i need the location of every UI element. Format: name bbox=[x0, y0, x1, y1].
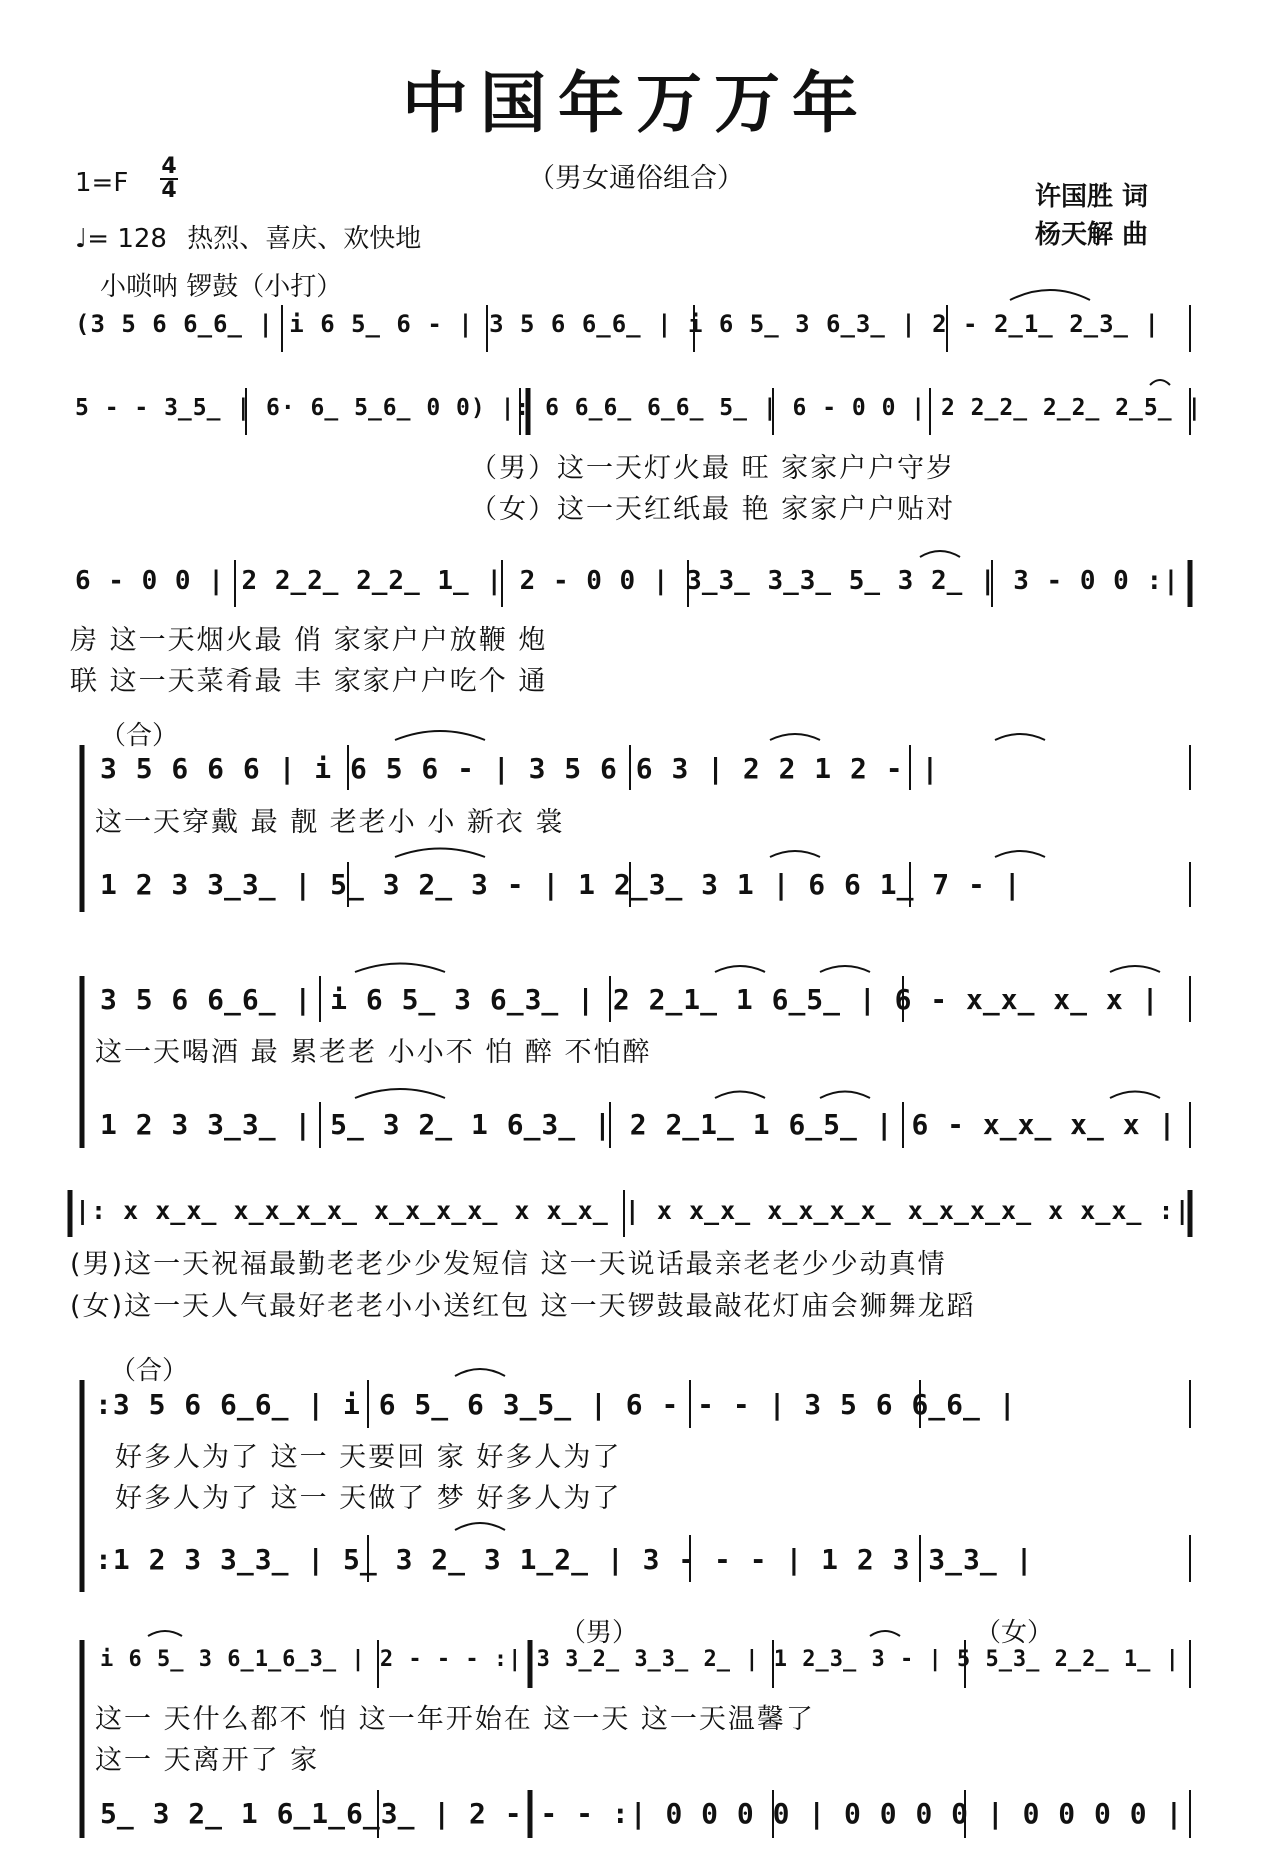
lyricist-credit: 许国胜 词 bbox=[1035, 182, 1149, 212]
notation-row-5-lower: 1 2 3 3̲3̲ | 5̲ 3 2̲ 1 6̲3̲ | 2 2̲1̲ 1 6̲5̲ | 6 - x̲x̲ x̲ x | bbox=[100, 1108, 1177, 1141]
notation-row-2: 5 - - 3̲5̲ | 6· 6̲ 5̲6̲ 0 0) |: 6 6̲6̲ 6̲6̲ 5̲ | 6 - 0 0 | 2 2̲2̲ 2̲2̲ 2̲5̲ | bbox=[75, 395, 1203, 421]
notation-row-6: |: x x̲x̲ x̲x̲x̲x̲ x̲x̲x̲x̲ x x̲x̲ | x x̲x̲ x̲x̲x̲x̲ x̲x̲x̲x̲ x x̲x̲ :| bbox=[75, 1196, 1191, 1225]
notation-row-1: (3 5 6 6̲6̲ | i 6 5̲ 6 - | 3 5 6 6̲6̲ | i 6 5̲ 3 6̲3̲ | 2 - 2̲1̲ 2̲3̲ | bbox=[75, 310, 1160, 338]
lyric-row-7-line-1: 好多人为了 这一 天要回 家 好多人为了 bbox=[115, 1442, 622, 1473]
lyric-row-8-line-1: 这一 天什么都不 怕 这一年开始在 这一天 这一天温馨了 bbox=[95, 1704, 815, 1735]
mood-marking: 热烈、喜庆、欢快地 bbox=[187, 224, 422, 254]
section-label-female: （女） bbox=[975, 1618, 1054, 1648]
notation-row-3: 6 - 0 0 | 2 2̲2̲ 2̲2̲ 1̲ | 2 - 0 0 | 3̲3̲ 3̲3̲ 5̲ 3 2̲ | 3 - 0 0 :| bbox=[75, 566, 1180, 596]
subtitle: （男女通俗组合） bbox=[528, 163, 744, 194]
notation-row-8-lower: 5̲ 3 2̲ 1 6̲1̲6̲3̲ | 2 - - - :| 0 0 0 0 | 0 0 0 0 | 0 0 0 0 | bbox=[100, 1797, 1184, 1830]
section-label-male: （男） bbox=[560, 1618, 639, 1648]
notation-row-7-upper: :3 5 6 6̲6̲ | i 6 5̲ 6 3̲5̲ | 6 - - - | 3 5 6 6̲6̲ | bbox=[95, 1388, 1017, 1421]
notation-row-5-upper: 3 5 6 6̲6̲ | i 6 5̲ 3 6̲3̲ | 2 2̲1̲ 1 6̲5̲ | 6 - x̲x̲ x̲ x | bbox=[100, 983, 1160, 1016]
lyric-row-2-line-1: （男）这一天灯火最 旺 家家户户守岁 bbox=[470, 453, 956, 484]
notation-row-4-upper: 3 5 6 6 6 | i 6 5 6 - | 3 5 6 6 3 | 2 2 1 2 - | bbox=[100, 752, 940, 785]
tempo-marking bbox=[75, 218, 421, 255]
tempo-value: ♩= 128 bbox=[75, 224, 167, 254]
lyric-row-4: 这一天穿戴 最 靓 老老小 小 新衣 裳 bbox=[95, 807, 565, 838]
lyric-row-6-line-1: (男)这一天祝福最勤老老少少发短信 这一天说话最亲老老少少动真情 bbox=[70, 1249, 947, 1280]
lyric-row-5: 这一天喝酒 最 累老老 小小不 怕 醉 不怕醉 bbox=[95, 1037, 652, 1068]
page-title: 中国年万万年 bbox=[402, 64, 870, 142]
notation-row-4-lower: 1 2 3 3̲3̲ | 5̲ 3 2̲ 3 - | 1 2̲3̲ 3 1 | 6 6 1̲ 7 - | bbox=[100, 868, 1022, 901]
composer-credit: 杨天解 曲 bbox=[1035, 220, 1149, 250]
section-label-chorus-2: （合） bbox=[110, 1356, 189, 1386]
lyric-row-8-line-2: 这一 天离开了 家 bbox=[95, 1745, 320, 1776]
lyric-row-7-line-2: 好多人为了 这一 天做了 梦 好多人为了 bbox=[115, 1483, 622, 1514]
lyric-row-6-line-2: (女)这一天人气最好老老小小送红包 这一天锣鼓最敲花灯庙会狮舞龙蹈 bbox=[70, 1291, 976, 1322]
time-signature: 4 4 bbox=[161, 154, 177, 203]
notation-row-7-lower: :1 2 3 3̲3̲ | 5̲ 3 2̲ 3 1̲2̲ | 3 - - - | 1 2 3 3̲3̲ | bbox=[95, 1543, 1034, 1576]
lyric-row-3-line-2: 联 这一天菜肴最 丰 家家户户吃个 通 bbox=[70, 666, 548, 697]
key-signature: 1=F bbox=[75, 168, 129, 198]
section-label-chorus-1: （合） bbox=[100, 721, 179, 751]
lyric-row-2-line-2: （女）这一天红纸最 艳 家家户户贴对 bbox=[470, 494, 956, 525]
instrument-note: 小唢呐 锣鼓（小打） bbox=[100, 272, 343, 302]
notation-row-8-upper: i 6 5̲ 3 6̲1̲6̲3̲ | 2 - - - :| 3 3̲2̲ 3̲3̲ 2̲ | 1 2̲3̲ 3 - | 5 5̲3̲ 2̲2̲ 1̲ | bbox=[100, 1647, 1180, 1672]
lyric-row-3-line-1: 房 这一天烟火最 俏 家家户户放鞭 炮 bbox=[70, 625, 548, 656]
